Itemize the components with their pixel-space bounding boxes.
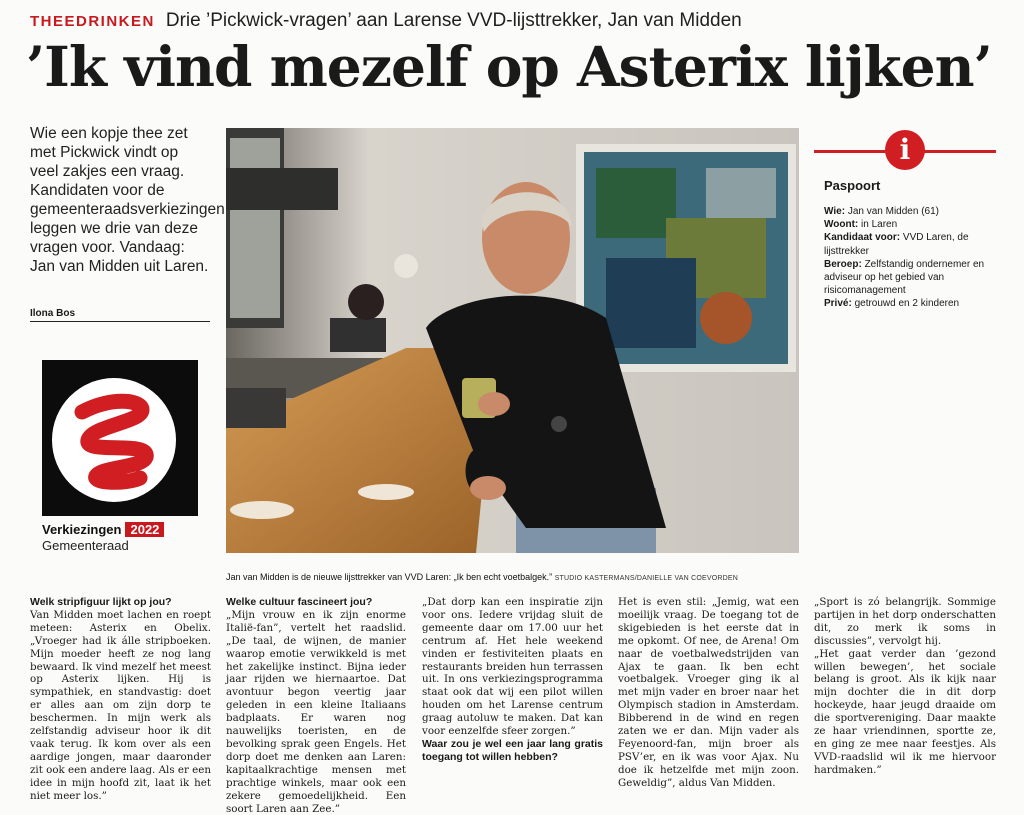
paspoort-title: Paspoort	[824, 178, 881, 193]
question-2: Welke cultuur fascineert jou?	[226, 596, 373, 608]
article-column-5	[814, 596, 996, 788]
paragraph-6: „Het gaat verder dan ’gezond willen bewegen’, het sociale belang is groot. Als ik kijk naar mijn dochter die in dit dorp hockeyde, haar jeugd draaide om die sportvereniging. Daar maakte ze haar vriendinnen, sportte ze, en ging ze mee naar feestjes. Als VVD-raadslid wil ik me hiervoor hardmaken.”	[814, 647, 996, 776]
elections-subtitle: Gemeenteraad	[42, 538, 129, 553]
answer-1: Van Midden moet lachen en roept meteen: Asterix en Obelix. „Vroeger had ik álle stripboeken. Mijn moeder heeft ze nog lang bewaard. Ik vind mezelf het meest op Asterix lijken. Hij is sympathiek, en standvastig: doet er alles aan om zijn dorp te beschermen. In mijn werk als zelfstandig adviseur hoor ik dit vaak terug. Ik kom over als een aardige jongen, maar daaronder zit ook een andere laag. Als er een idee in mijn hoofd zit, laat ik het niet meer los.”	[30, 608, 211, 802]
headline: ’Ik vind mezelf op Asterix lijken’	[26, 34, 992, 99]
article-column-4	[618, 596, 799, 788]
paragraph-3: „Dat dorp kan een inspiratie zijn voor ons. Iedere vrijdag sluit de gemeente daar om 17.00 uur het centrum af. Het hele weekend vinden er festiviteiten plaats en restaurants breiden hun terrassen uit. In ons verkiezingsprogramma staat ook dat wij een pilot willen houden om het Larense centrum graag autoluw te maken. Dat kan voor eenzelfde sfeer zorgen.”	[422, 596, 603, 738]
elections-year-badge: 2022	[125, 522, 164, 537]
article-column-1	[30, 596, 211, 802]
article-column-2	[226, 596, 406, 815]
article-kicker	[30, 10, 742, 32]
photo-credit: STUDIO KASTERMANS/DANIELLE VAN COEVORDEN	[554, 575, 738, 582]
paspoort-box	[824, 205, 994, 311]
elections-logo	[42, 360, 198, 516]
section-tag: THEEDRINKEN	[30, 13, 155, 30]
photo-caption	[226, 572, 826, 582]
answer-3: Het is even stil: „Jemig, wat een moeilijk vraag. De toegang tot de skigebieden is het eerste dat in me opkomt. Of nee, de Arena! Om naar de voetbalwedstrijden van Ajax te gaan. Ik ben echt voetbalgek. Vroeger ging ik al met mijn vader en broer naar het Olympisch stadion in Amsterdam. Bibberend in de wind en regen zaten we er dan. Mijn vader als Feyenoord-fan, mijn broer als PSV’er, en ik was voor Ajax. Nu doe ik hetzelfde met mijn zoon. Geweldig”, aldus Van Midden.	[618, 596, 799, 789]
paspoort-row-kandidaat: Kandidaat voor: VVD Laren, de lijsttrekker	[824, 232, 969, 257]
paspoort-row-prive: Privé: getrouwd en 2 kinderen	[824, 298, 960, 310]
intro-text: Wie een kopje thee zet met Pickwick vindt op veel zakjes een vraag. Kandidaten voor de gemeenteraadsverkiezingen leggen we drie van deze vragen voor. Vandaag: Jan van Midden uit Laren.	[30, 125, 225, 275]
paragraph-5: „Sport is zó belangrijk. Sommige partijen in het dorp onderschatten dit, zo merk ik soms in discussies”, vervolgt hij.	[814, 596, 996, 647]
elections-label	[42, 522, 202, 553]
question-3: Waar zou je wel een jaar lang gratis toegang tot willen hebben?	[422, 737, 603, 763]
article-photo	[226, 128, 799, 553]
subheadline: Drie ’Pickwick-vragen’ aan Larense VVD-lijsttrekker, Jan van Midden	[165, 10, 742, 31]
paspoort-row-woont: Woont: in Laren	[824, 219, 898, 231]
answer-2: „Mijn vrouw en ik zijn enorme Italië-fan”, vertelt het raadslid. „De taal, de wijnen, de manier waarop emotie verwikkeld is met het zakelijke instinct. Bijna ieder jaar rijden we hiernaartoe. Dat avontuur begon veertig jaar geleden in een kleine Italiaans badplaats. Er waren nog nauwelijks toeristen, en de bevolking sprak geen Engels. Het dorp doet me denken aan Laren: kapitaalkrachtige mensen met prachtige winkels, maar ook een zekere gemoedelijkheid. Een soort Laren aan Zee.”	[226, 608, 406, 815]
caption-text: Jan van Midden is de nieuwe lijsttrekker van VVD Laren: „Ik ben echt voetbalgek.”	[226, 572, 553, 582]
elections-logo-graphic	[42, 360, 198, 516]
question-1: Welk stripfiguur lijkt op jou?	[30, 596, 172, 608]
paspoort-row-beroep: Beroep: Zelfstandig ondernemer en adviseur op het gebied van risicomanagement	[824, 258, 985, 297]
info-icon: i	[885, 130, 925, 170]
byline: Ilona Bos	[30, 308, 210, 322]
elections-title: Verkiezingen	[42, 522, 122, 537]
article-column-3	[422, 596, 603, 788]
paspoort-row-wie: Wie: Jan van Midden (61)	[824, 206, 939, 217]
portrait-photo	[226, 128, 799, 553]
